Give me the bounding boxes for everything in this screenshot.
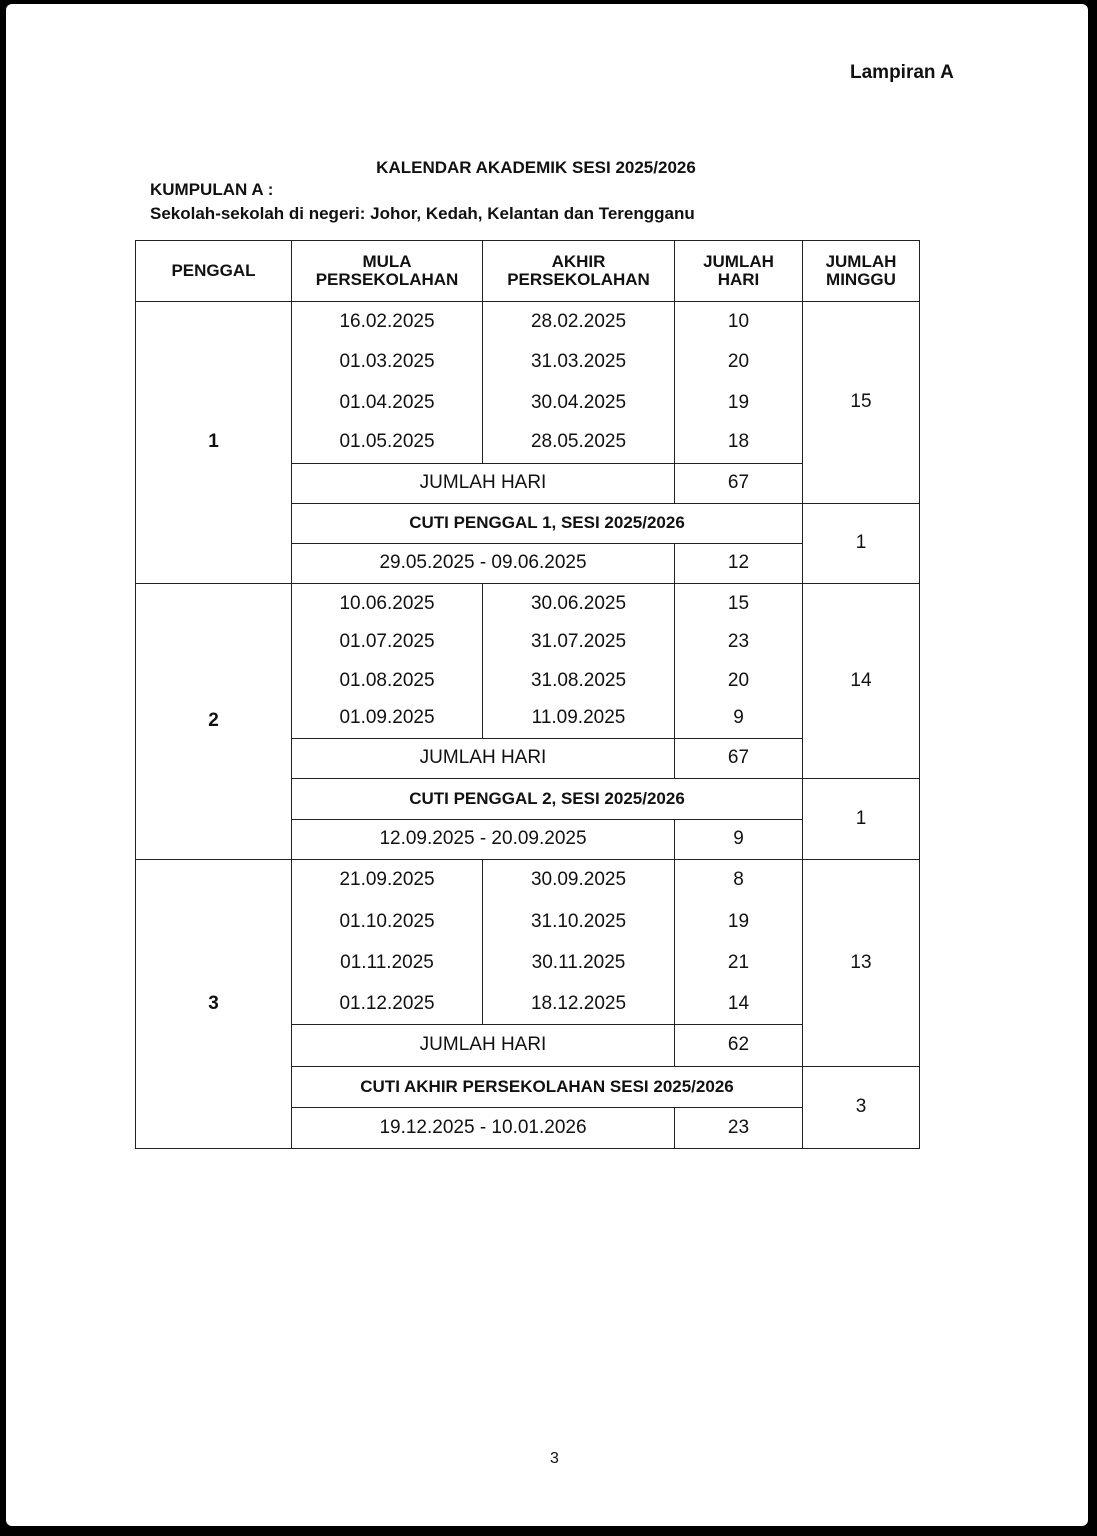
end-date: 31.08.2025 — [483, 662, 675, 700]
total-days-value: 67 — [675, 463, 803, 503]
start-date: 01.09.2025 — [292, 700, 483, 738]
table-row — [136, 583, 920, 623]
start-date: 01.04.2025 — [292, 383, 483, 423]
start-date: 01.05.2025 — [292, 423, 483, 463]
holiday-title: CUTI PENGGAL 1, SESI 2025/2026 — [292, 503, 803, 543]
days-count: 19 — [675, 383, 803, 423]
days-count: 15 — [675, 583, 803, 623]
weeks-count: 15 — [803, 302, 920, 504]
header-row — [136, 241, 920, 302]
start-date: 01.12.2025 — [292, 984, 483, 1025]
end-date: 18.12.2025 — [483, 984, 675, 1025]
start-date: 01.10.2025 — [292, 902, 483, 943]
page-number: 3 — [550, 1450, 559, 1467]
holiday-weeks: 1 — [803, 503, 920, 583]
days-count: 9 — [675, 700, 803, 738]
total-days-label: JUMLAH HARI — [292, 463, 675, 503]
holiday-days: 9 — [675, 819, 803, 859]
start-date: 01.03.2025 — [292, 343, 483, 383]
document-page — [6, 4, 1088, 1526]
end-date: 28.02.2025 — [483, 302, 675, 343]
days-count: 19 — [675, 902, 803, 943]
header-total-days: JUMLAH HARI — [675, 241, 803, 302]
end-date: 31.07.2025 — [483, 624, 675, 662]
end-date: 28.05.2025 — [483, 423, 675, 463]
days-count: 21 — [675, 943, 803, 984]
weeks-count: 13 — [803, 859, 920, 1066]
days-count: 8 — [675, 859, 803, 901]
start-date: 21.09.2025 — [292, 859, 483, 901]
end-date: 31.10.2025 — [483, 902, 675, 943]
start-date: 01.08.2025 — [292, 662, 483, 700]
days-count: 23 — [675, 624, 803, 662]
holiday-title: CUTI AKHIR PERSEKOLAHAN SESI 2025/2026 — [292, 1066, 803, 1107]
end-date: 31.03.2025 — [483, 343, 675, 383]
holiday-days: 12 — [675, 543, 803, 583]
group-label: KUMPULAN A : — [150, 180, 274, 199]
table-row — [136, 859, 920, 901]
days-count: 10 — [675, 302, 803, 343]
holiday-weeks: 3 — [803, 1066, 920, 1148]
days-count: 18 — [675, 423, 803, 463]
days-count: 20 — [675, 343, 803, 383]
states-label: Sekolah-sekolah di negeri: Johor, Kedah, Kelantan dan Terengganu — [150, 204, 695, 223]
holiday-range: 29.05.2025 - 09.06.2025 — [292, 543, 675, 583]
term-number: 1 — [136, 302, 292, 584]
holiday-range: 12.09.2025 - 20.09.2025 — [292, 819, 675, 859]
start-date: 16.02.2025 — [292, 302, 483, 343]
academic-calendar-table — [135, 240, 920, 1149]
holiday-days: 23 — [675, 1107, 803, 1148]
header-start: MULA PERSEKOLAHAN — [292, 241, 483, 302]
annex-label: Lampiran A — [850, 62, 954, 83]
total-days-label: JUMLAH HARI — [292, 738, 675, 778]
total-days-label: JUMLAH HARI — [292, 1025, 675, 1066]
end-date: 11.09.2025 — [483, 700, 675, 738]
holiday-weeks: 1 — [803, 778, 920, 859]
end-date: 30.11.2025 — [483, 943, 675, 984]
header-term: PENGGAL — [136, 241, 292, 302]
total-days-value: 67 — [675, 738, 803, 778]
total-days-value: 62 — [675, 1025, 803, 1066]
term-number: 2 — [136, 583, 292, 859]
holiday-title: CUTI PENGGAL 2, SESI 2025/2026 — [292, 778, 803, 819]
days-count: 20 — [675, 662, 803, 700]
holiday-range: 19.12.2025 - 10.01.2026 — [292, 1107, 675, 1148]
end-date: 30.09.2025 — [483, 859, 675, 901]
end-date: 30.06.2025 — [483, 583, 675, 623]
header-end: AKHIR PERSEKOLAHAN — [483, 241, 675, 302]
document-title: KALENDAR AKADEMIK SESI 2025/2026 — [376, 158, 696, 177]
start-date: 01.11.2025 — [292, 943, 483, 984]
weeks-count: 14 — [803, 583, 920, 778]
end-date: 30.04.2025 — [483, 383, 675, 423]
days-count: 14 — [675, 984, 803, 1025]
start-date: 10.06.2025 — [292, 583, 483, 623]
term-number: 3 — [136, 859, 292, 1148]
table-row — [136, 302, 920, 343]
start-date: 01.07.2025 — [292, 624, 483, 662]
header-total-weeks: JUMLAH MINGGU — [803, 241, 920, 302]
